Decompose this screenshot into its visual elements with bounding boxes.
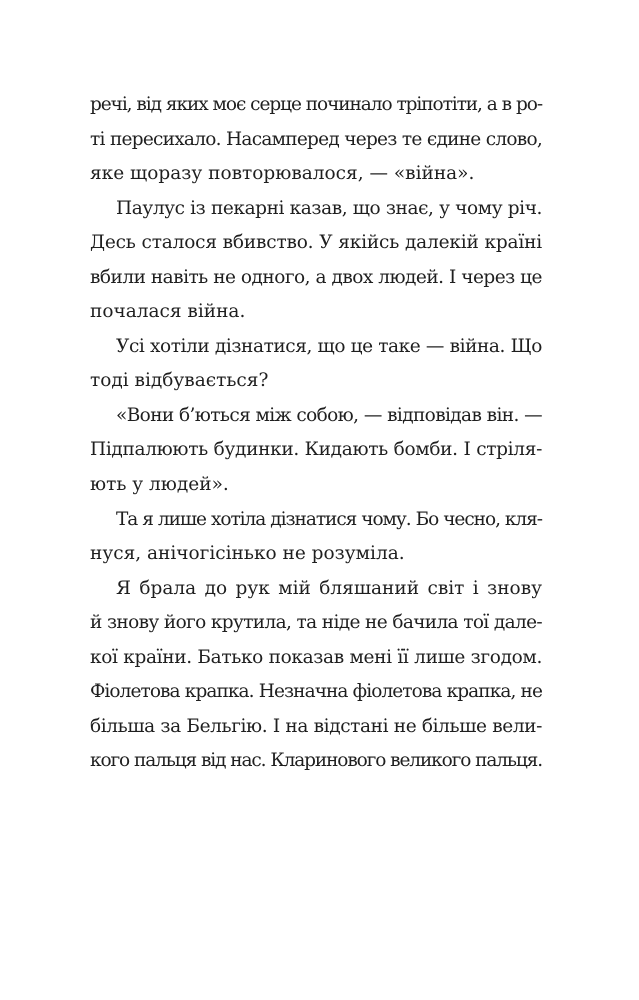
text-line: більша за Бельгію. І на відстані не більше вели- (90, 715, 542, 737)
text-line: й знову його крутила, та ніде не бачила тої дале- (90, 612, 542, 634)
text-line: Підпалюють будинки. Кидають бомби. І стріля- (90, 439, 542, 461)
text-line: Та я лише хотіла дізнатися чому. Бо чесно, кля- (116, 508, 542, 530)
text-line: тоді відбувається? (90, 370, 269, 392)
body-text (90, 88, 542, 779)
text-line: кої країни. Батько показав мені її лише згодом. (90, 646, 542, 668)
text-line: «Вони б’ються між собою, — відповідав він. — (116, 404, 542, 426)
text-line: яке щоразу повторювалося, — «війна». (90, 163, 475, 185)
text-line: почалася війна. (90, 301, 246, 323)
text-line: Фіолетова крапка. Незначна фіолетова крапка, не (90, 681, 542, 703)
text-line: ють у людей». (90, 474, 229, 496)
text-line: Десь сталося вбивство. У якійсь далекій країні (90, 232, 542, 254)
text-line: Я брала до рук мій бляшаний світ і знову (116, 577, 542, 599)
text-line: нуся, анічогісінько не розуміла. (90, 543, 405, 565)
text-line: ті пересихало. Насамперед через те єдине слово, (90, 128, 542, 150)
text-line: речі, від яких моє серце починало тріпотіти, а в ро- (90, 94, 542, 115)
text-line: Паулус із пекарні казав, що знає, у чому річ. (116, 197, 542, 219)
text-line: кого пальця від нас. Кларинового великого пальця. (90, 750, 542, 772)
text-line: Усі хотіли дізнатися, що це таке — війна. Що (116, 335, 542, 357)
text-line: вбили навіть не одного, а двох людей. І через це (90, 266, 542, 288)
